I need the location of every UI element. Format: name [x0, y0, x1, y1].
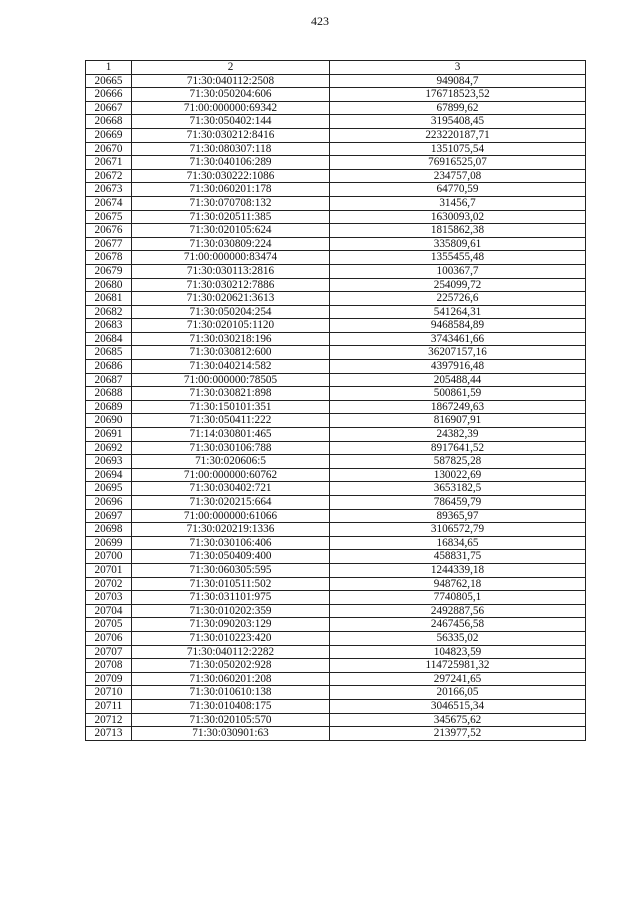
row-number: 20680 — [86, 278, 132, 292]
table-row — [86, 659, 586, 673]
value-cell: 458831,75 — [330, 550, 586, 564]
cadastral-number: 71:00:000000:83474 — [132, 251, 330, 265]
column-header-1: 1 — [86, 61, 132, 75]
value-cell: 1351075,54 — [330, 142, 586, 156]
cadastral-number: 71:30:030106:406 — [132, 536, 330, 550]
value-cell: 176718523,52 — [330, 88, 586, 102]
value-cell: 3195408,45 — [330, 115, 586, 129]
cadastral-number: 71:00:000000:69342 — [132, 101, 330, 115]
cadastral-number: 71:30:050402:144 — [132, 115, 330, 129]
value-cell: 20166,05 — [330, 686, 586, 700]
cadastral-number: 71:30:050204:606 — [132, 88, 330, 102]
cadastral-number: 71:30:150101:351 — [132, 400, 330, 414]
row-number: 20692 — [86, 441, 132, 455]
value-cell: 297241,65 — [330, 672, 586, 686]
column-header-3: 3 — [330, 61, 586, 75]
table-row — [86, 618, 586, 632]
cadastral-number: 71:30:030113:2816 — [132, 264, 330, 278]
table-row — [86, 577, 586, 591]
cadastral-number: 71:30:060305:595 — [132, 563, 330, 577]
table-row — [86, 468, 586, 482]
table-row — [86, 278, 586, 292]
row-number: 20672 — [86, 169, 132, 183]
table-row — [86, 387, 586, 401]
row-number: 20695 — [86, 482, 132, 496]
cadastral-number: 71:30:080307:118 — [132, 142, 330, 156]
value-cell: 114725981,32 — [330, 659, 586, 673]
row-number: 20669 — [86, 128, 132, 142]
row-number: 20685 — [86, 346, 132, 360]
cadastral-number: 71:30:030812:600 — [132, 346, 330, 360]
cadastral-number: 71:30:020105:570 — [132, 713, 330, 727]
cadastral-number: 71:30:060201:208 — [132, 672, 330, 686]
value-cell: 8917641,52 — [330, 441, 586, 455]
cadastral-number: 71:30:070708:132 — [132, 196, 330, 210]
row-number: 20665 — [86, 74, 132, 88]
table-row — [86, 210, 586, 224]
value-cell: 500861,59 — [330, 387, 586, 401]
table-row — [86, 142, 586, 156]
table-row — [86, 156, 586, 170]
row-number: 20681 — [86, 292, 132, 306]
cadastral-number: 71:30:050411:222 — [132, 414, 330, 428]
table-row — [86, 727, 586, 741]
cadastral-number: 71:30:010511:502 — [132, 577, 330, 591]
table-row — [86, 672, 586, 686]
value-cell: 949084,7 — [330, 74, 586, 88]
row-number: 20666 — [86, 88, 132, 102]
value-cell: 816907,91 — [330, 414, 586, 428]
value-cell: 64770,59 — [330, 183, 586, 197]
row-number: 20677 — [86, 237, 132, 251]
value-cell: 9468584,89 — [330, 319, 586, 333]
row-number: 20709 — [86, 672, 132, 686]
value-cell: 587825,28 — [330, 455, 586, 469]
table-row — [86, 686, 586, 700]
table-row — [86, 332, 586, 346]
table-row — [86, 115, 586, 129]
table-row — [86, 373, 586, 387]
value-cell: 2467456,58 — [330, 618, 586, 632]
value-cell: 1355455,48 — [330, 251, 586, 265]
value-cell: 541264,31 — [330, 305, 586, 319]
value-cell: 3653182,5 — [330, 482, 586, 496]
row-number: 20711 — [86, 699, 132, 713]
cadastral-number: 71:30:010408:175 — [132, 699, 330, 713]
table-row — [86, 360, 586, 374]
row-number: 20689 — [86, 400, 132, 414]
row-number: 20683 — [86, 319, 132, 333]
table-row — [86, 183, 586, 197]
table-row — [86, 631, 586, 645]
row-number: 20687 — [86, 373, 132, 387]
table-row — [86, 563, 586, 577]
cadastral-number: 71:30:040112:2508 — [132, 74, 330, 88]
value-cell: 76916525,07 — [330, 156, 586, 170]
cadastral-number: 71:30:020105:1120 — [132, 319, 330, 333]
row-number: 20701 — [86, 563, 132, 577]
row-number: 20693 — [86, 455, 132, 469]
value-cell: 223220187,71 — [330, 128, 586, 142]
cadastral-number: 71:00:000000:78505 — [132, 373, 330, 387]
cadastral-number: 71:30:040214:582 — [132, 360, 330, 374]
row-number: 20678 — [86, 251, 132, 265]
value-cell: 225726,6 — [330, 292, 586, 306]
cadastral-number: 71:30:050204:254 — [132, 305, 330, 319]
value-cell: 31456,7 — [330, 196, 586, 210]
row-number: 20697 — [86, 509, 132, 523]
cadastral-number: 71:00:000000:61066 — [132, 509, 330, 523]
table-row — [86, 645, 586, 659]
table-row — [86, 536, 586, 550]
cadastral-number: 71:30:050409:400 — [132, 550, 330, 564]
cadastral-number: 71:30:020219:1336 — [132, 523, 330, 537]
value-cell: 2492887,56 — [330, 604, 586, 618]
row-number: 20691 — [86, 428, 132, 442]
cadastral-number: 71:30:020621:3613 — [132, 292, 330, 306]
row-number: 20700 — [86, 550, 132, 564]
row-number: 20705 — [86, 618, 132, 632]
table-row — [86, 237, 586, 251]
row-number: 20710 — [86, 686, 132, 700]
value-cell: 3046515,34 — [330, 699, 586, 713]
row-number: 20675 — [86, 210, 132, 224]
row-number: 20702 — [86, 577, 132, 591]
value-cell: 1630093,02 — [330, 210, 586, 224]
cadastral-number: 71:30:010202:359 — [132, 604, 330, 618]
cadastral-number: 71:30:020215:664 — [132, 496, 330, 510]
cadastral-number: 71:30:030901:63 — [132, 727, 330, 741]
value-cell: 345675,62 — [330, 713, 586, 727]
cadastral-number: 71:30:030809:224 — [132, 237, 330, 251]
row-number: 20690 — [86, 414, 132, 428]
value-cell: 130022,69 — [330, 468, 586, 482]
value-cell: 786459,79 — [330, 496, 586, 510]
row-number: 20676 — [86, 224, 132, 238]
table-row — [86, 482, 586, 496]
value-cell: 1815862,38 — [330, 224, 586, 238]
cadastral-number: 71:30:040112:2282 — [132, 645, 330, 659]
table-row — [86, 101, 586, 115]
value-cell: 948762,18 — [330, 577, 586, 591]
table-row — [86, 128, 586, 142]
cadastral-number: 71:30:020105:624 — [132, 224, 330, 238]
cadastral-number: 71:30:090203:129 — [132, 618, 330, 632]
page-number: 423 — [311, 14, 329, 28]
value-cell: 104823,59 — [330, 645, 586, 659]
cadastral-number: 71:30:020511:385 — [132, 210, 330, 224]
table-row — [86, 509, 586, 523]
cadastral-number: 71:14:030801:465 — [132, 428, 330, 442]
cadastral-number: 71:30:030222:1086 — [132, 169, 330, 183]
row-number: 20698 — [86, 523, 132, 537]
table-row — [86, 88, 586, 102]
row-number: 20674 — [86, 196, 132, 210]
row-number: 20699 — [86, 536, 132, 550]
value-cell: 7740805,1 — [330, 591, 586, 605]
row-number: 20668 — [86, 115, 132, 129]
value-cell: 205488,44 — [330, 373, 586, 387]
row-number: 20673 — [86, 183, 132, 197]
table-row — [86, 550, 586, 564]
row-number: 20694 — [86, 468, 132, 482]
cadastral-number: 71:30:060201:178 — [132, 183, 330, 197]
row-number: 20704 — [86, 604, 132, 618]
table-row — [86, 496, 586, 510]
table-row — [86, 224, 586, 238]
table-row — [86, 196, 586, 210]
value-cell: 100367,7 — [330, 264, 586, 278]
row-number: 20686 — [86, 360, 132, 374]
table-row — [86, 699, 586, 713]
table-row — [86, 319, 586, 333]
cadastral-number: 71:30:030402:721 — [132, 482, 330, 496]
value-cell: 254099,72 — [330, 278, 586, 292]
row-number: 20671 — [86, 156, 132, 170]
cadastral-number: 71:30:030212:7886 — [132, 278, 330, 292]
row-number: 20684 — [86, 332, 132, 346]
cadastral-number: 71:30:030212:8416 — [132, 128, 330, 142]
table-row — [86, 441, 586, 455]
row-number: 20696 — [86, 496, 132, 510]
table-row — [86, 346, 586, 360]
row-number: 20706 — [86, 631, 132, 645]
row-number: 20670 — [86, 142, 132, 156]
table-row — [86, 713, 586, 727]
row-number: 20688 — [86, 387, 132, 401]
row-number: 20707 — [86, 645, 132, 659]
value-cell: 89365,97 — [330, 509, 586, 523]
table-row — [86, 523, 586, 537]
table-row — [86, 414, 586, 428]
cadastral-number: 71:30:030821:898 — [132, 387, 330, 401]
value-cell: 24382,39 — [330, 428, 586, 442]
cadastral-number: 71:30:020606:5 — [132, 455, 330, 469]
cadastral-number: 71:00:000000:60762 — [132, 468, 330, 482]
cadastral-number: 71:30:010610:138 — [132, 686, 330, 700]
table-row — [86, 74, 586, 88]
value-cell: 3743461,66 — [330, 332, 586, 346]
value-cell: 3106572,79 — [330, 523, 586, 537]
value-cell: 1867249,63 — [330, 400, 586, 414]
row-number: 20713 — [86, 727, 132, 741]
value-cell: 335809,61 — [330, 237, 586, 251]
value-cell: 36207157,16 — [330, 346, 586, 360]
row-number: 20712 — [86, 713, 132, 727]
value-cell: 1244339,18 — [330, 563, 586, 577]
value-cell: 4397916,48 — [330, 360, 586, 374]
table-row — [86, 169, 586, 183]
value-cell: 213977,52 — [330, 727, 586, 741]
cadastral-number: 71:30:010223:420 — [132, 631, 330, 645]
row-number: 20703 — [86, 591, 132, 605]
cadastral-number: 71:30:030106:788 — [132, 441, 330, 455]
table-row — [86, 591, 586, 605]
cadastral-number: 71:30:040106:289 — [132, 156, 330, 170]
value-cell: 234757,08 — [330, 169, 586, 183]
column-header-2: 2 — [132, 61, 330, 75]
table-row — [86, 305, 586, 319]
value-cell: 56335,02 — [330, 631, 586, 645]
table-row — [86, 455, 586, 469]
table-header-row — [86, 61, 586, 75]
table-row — [86, 428, 586, 442]
row-number: 20682 — [86, 305, 132, 319]
registry-table — [85, 60, 586, 741]
row-number: 20679 — [86, 264, 132, 278]
value-cell: 67899,62 — [330, 101, 586, 115]
table-row — [86, 251, 586, 265]
table-row — [86, 604, 586, 618]
cadastral-number: 71:30:050202:928 — [132, 659, 330, 673]
row-number: 20667 — [86, 101, 132, 115]
cadastral-number: 71:30:030218:196 — [132, 332, 330, 346]
table-row — [86, 400, 586, 414]
cadastral-number: 71:30:031101:975 — [132, 591, 330, 605]
row-number: 20708 — [86, 659, 132, 673]
table-row — [86, 264, 586, 278]
value-cell: 16834,65 — [330, 536, 586, 550]
table-row — [86, 292, 586, 306]
